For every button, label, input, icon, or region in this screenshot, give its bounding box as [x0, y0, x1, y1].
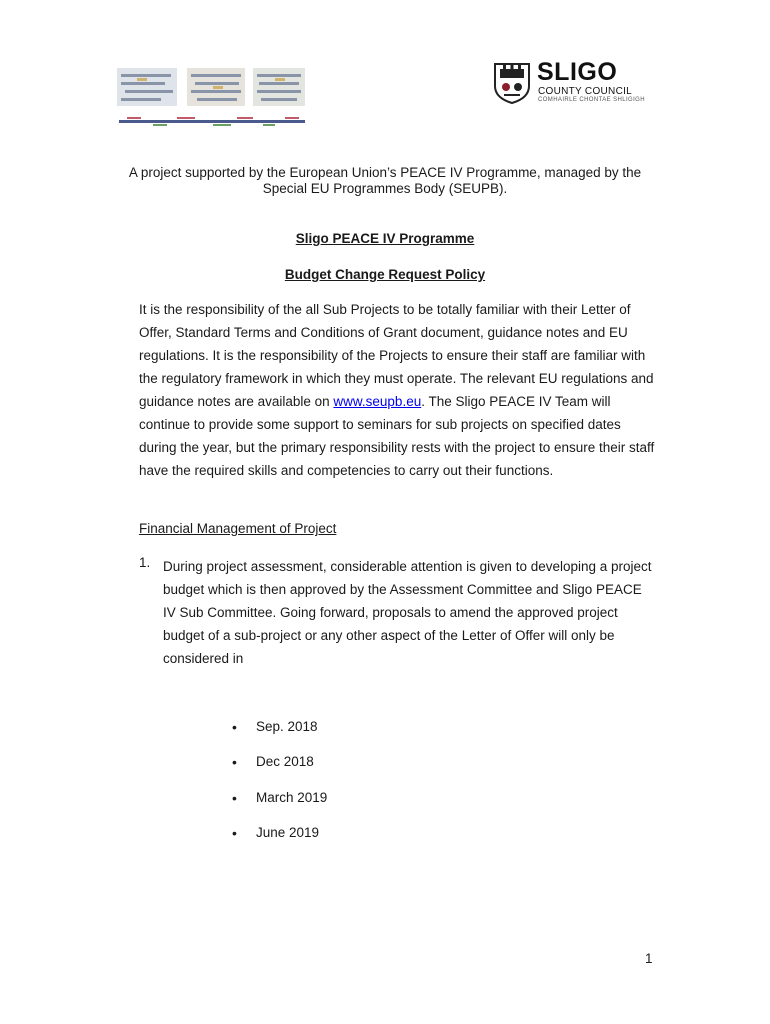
intro-statement: A project supported by the European Union’s PEACE IV Programme, managed by the Special EU Programmes Body (SEUPB).: [128, 165, 642, 196]
bullet-icon: •: [232, 790, 237, 806]
paragraph-text-after-link: . The Sligo PEACE IV Team will continue to provide some support to seminars for sub projects on specified dates during the year, but the primary responsibility rests with the project to ensure their staff have the required skills and competencies to carry out their functions.: [139, 394, 655, 478]
date-list-item: Sep. 2018: [256, 719, 318, 734]
council-name: SLIGO: [537, 58, 618, 86]
page-number: 1: [645, 951, 653, 966]
bullet-icon: •: [232, 719, 237, 735]
council-irish-name: COMHAIRLE CHONTAE SHLIGIGH: [538, 97, 645, 103]
eu-peace-logo: [117, 66, 307, 132]
sligo-crest-icon: [492, 60, 532, 104]
seupb-link[interactable]: www.seupb.eu: [333, 394, 422, 409]
bullet-icon: •: [232, 825, 237, 841]
paragraph-text-before-link: It is the responsibility of the all Sub Projects to be totally familiar with their Letter of Offer, Standard Terms and Conditions of Grant document, guidance notes and EU regulations. It is the responsibility of the Projects to ensure their staff are familiar with the regulatory framework in which they must operate. The relevant EU regulations and guidance notes are available on: [139, 302, 654, 409]
date-list-item: June 2019: [256, 825, 320, 840]
council-subtitle: COUNTY COUNCIL: [538, 86, 633, 97]
document-subtitle: Budget Change Request Policy: [284, 267, 486, 282]
document-title: Sligo PEACE IV Programme: [295, 231, 475, 246]
responsibility-paragraph: [139, 298, 659, 482]
list-item-number: 1.: [139, 555, 151, 570]
bullet-icon: •: [232, 754, 237, 770]
list-item-text: During project assessment, considerable attention is given to developing a project budget which is then approved by the Assessment Committee and Sligo PEACE IV Sub Committee. Going forward, proposals to amend the approved project budget of a sub-project or any other aspect of the Letter of Offer will only be considered in: [163, 559, 652, 666]
date-list-item: Dec 2018: [256, 754, 314, 769]
date-list-item: March 2019: [256, 790, 328, 805]
section-heading: Financial Management of Project: [139, 521, 337, 536]
